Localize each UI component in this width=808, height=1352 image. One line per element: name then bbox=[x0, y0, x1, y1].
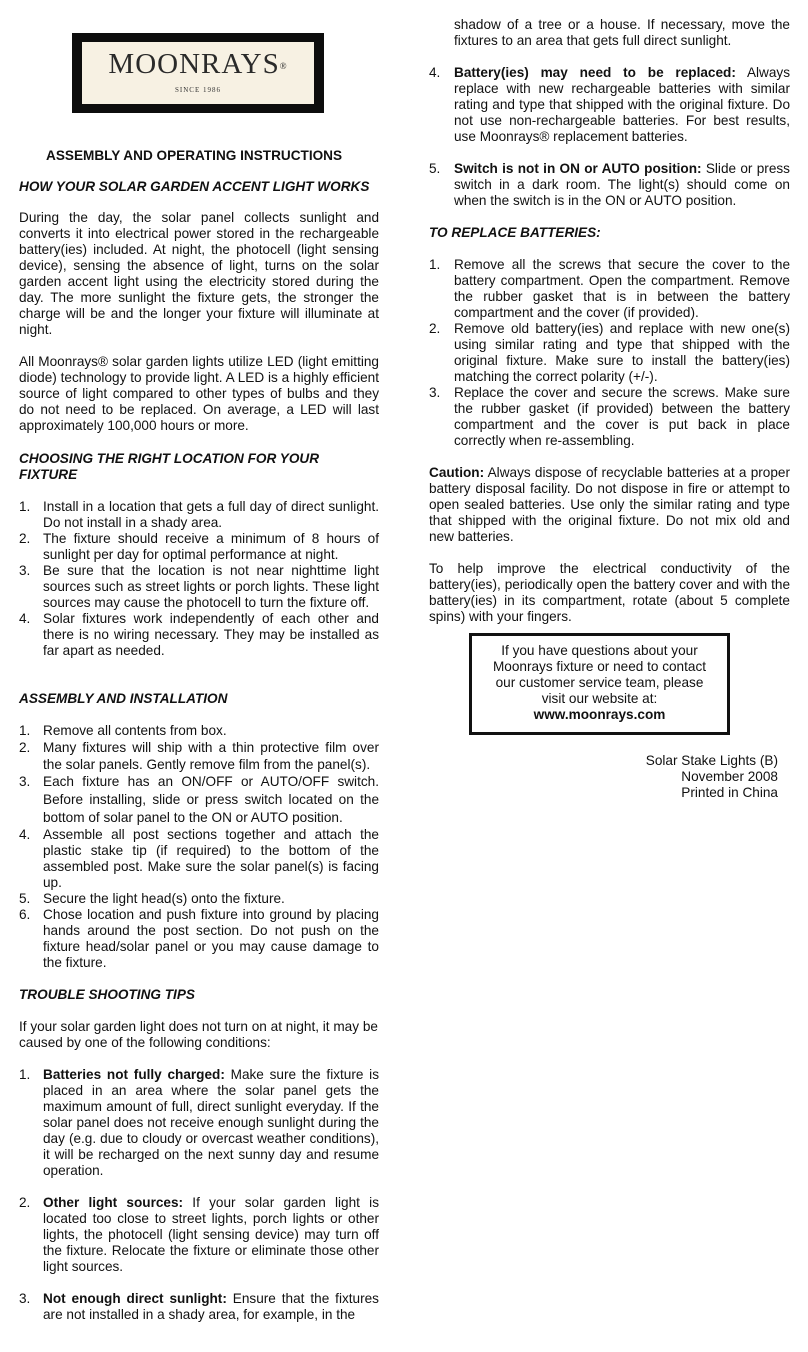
trouble-continued bbox=[429, 17, 790, 209]
logo-registered-mark: ® bbox=[279, 60, 288, 71]
list-item: 2. Other light sources: If your solar garden light is located too close to street lights, porch lights or other lights, the photocell (light sensing device) may turn off the fixture. Relocate the fixture or eliminate those other light sources. bbox=[19, 1195, 379, 1274]
list-item: 4. Assemble all post sections together and attach the plastic stake tip (if required) to the bottom of the assembled post. Make sure the solar panel(s) is facing up. bbox=[19, 827, 379, 890]
trouble-intro: If your solar garden light does not turn on at night, it may be caused by one of the following conditions: bbox=[19, 1019, 378, 1050]
replace-section bbox=[429, 225, 790, 449]
document-meta bbox=[600, 753, 778, 801]
trouble-list bbox=[19, 1067, 379, 1323]
replace-heading: TO REPLACE BATTERIES: bbox=[429, 225, 601, 240]
contact-box bbox=[469, 633, 730, 735]
caution-paragraph: Caution: Always dispose of recyclable batteries at a proper battery disposal facility. Do not dispose in fire or attempt to open sealed batteries. Use only the similar rating and type that shipped with the original fixture. Do not mix old and new batteries. bbox=[429, 465, 790, 544]
trouble-section bbox=[19, 987, 379, 1323]
conductivity-paragraph: To help improve the electrical conductivity of the battery(ies), periodically open the battery cover and with the battery(ies) in its compartment, rotate (about 5 complete spins) with your fingers. bbox=[429, 561, 790, 624]
print-date: November 2008 bbox=[681, 769, 778, 784]
list-item: 6. Chose location and push fixture into ground by placing hands around the post section. Do not push on the fixture head/solar panel or you may cause damage to the fixture. bbox=[19, 907, 379, 970]
logo-brand-text: MOONRAYS bbox=[108, 47, 280, 80]
list-item: 5. Switch is not in ON or AUTO position: Slide or press switch in a dark room. The light(s) should come on when the switch is in the ON or AUTO position. bbox=[429, 161, 790, 208]
assembly-section bbox=[19, 691, 379, 971]
location-heading: CHOOSING THE RIGHT LOCATION FOR YOUR FIXTURE bbox=[19, 451, 320, 482]
list-item: 1. Batteries not fully charged: Make sure the fixture is placed in an area where the solar panel gets the maximum amount of full, direct sunlight everyday. If the solar panel does not receive enough sunlight during the day (e.g. due to cloudy or overcast weather conditions), it will be recharged on the next sunny day and resume operation. bbox=[19, 1067, 379, 1178]
list-item: 4. Battery(ies) may need to be replaced: Always replace with new rechargeable batteries with similar rating and type that shipped with the original fixture. Do not use non-rechargeable batteries. For best results, use Moonrays® replacement batteries. bbox=[429, 65, 791, 144]
trouble-item-3-continued: shadow of a tree or a house. If necessary, move the fixtures to an area that gets full direct sunlight. bbox=[454, 17, 790, 48]
list-item: 2. Many fixtures will ship with a thin protective film over the solar panels. Gently remove film from the panel(s). bbox=[19, 740, 379, 772]
location-list bbox=[19, 499, 379, 659]
list-item: 1. Remove all the screws that secure the cover to the battery compartment. Open the compartment. Remove the rubber gasket that is in between the battery compartment and the cover (if provided). bbox=[429, 257, 790, 320]
contact-line: Moonrays fixture or need to contact bbox=[492, 659, 707, 674]
how-it-works-paragraph-1: During the day, the solar panel collects sunlight and converts it into electrical power stored in the rechargeable battery(ies) included. At night, the photocell (light sensing device), sensing the absence of light, turns on the solar garden accent light using the electricity stored during the day. The more sunlight the fixture gets, the stronger the charge will be and the longer your fixture will illuminate at night. bbox=[19, 210, 379, 337]
list-item: 2. Remove old battery(ies) and replace with new one(s) using similar rating and type that shipped with the original fixture. Make sure to install the battery(ies) matching the correct polarity (+/-). bbox=[429, 321, 790, 384]
replace-list bbox=[429, 257, 790, 449]
location-section bbox=[19, 451, 379, 659]
how-it-works-heading: HOW YOUR SOLAR GARDEN ACCENT LIGHT WORKS bbox=[19, 179, 370, 194]
list-item: 5. Secure the light head(s) onto the fixture. bbox=[19, 891, 285, 906]
trouble-heading: TROUBLE SHOOTING TIPS bbox=[19, 987, 195, 1002]
logo-plate bbox=[82, 42, 314, 104]
list-item: 3. Not enough direct sunlight: Ensure that the fixtures are not installed in a shady area, for example, in the bbox=[19, 1291, 379, 1322]
how-it-works-paragraph-2: All Moonrays® solar garden lights utilize LED (light emitting diode) technology to provide light. A LED is a highly efficient source of light compared to other types of bulbs and they do not need to be replaced. On average, a LED will last approximately 100,000 hours or more. bbox=[19, 354, 379, 433]
contact-line: visit our website at: bbox=[541, 691, 658, 706]
assembly-heading: ASSEMBLY AND INSTALLATION bbox=[19, 691, 228, 706]
trouble-list-continued bbox=[429, 65, 790, 209]
how-it-works-section bbox=[19, 179, 379, 434]
logo-since: SINCE 1986 bbox=[175, 85, 221, 94]
list-item: 3. Replace the cover and secure the screws. Make sure the rubber gasket (if provided) between the battery compartment and the cover is put back in place correctly when re-assembling. bbox=[429, 385, 790, 448]
website-link[interactable]: www.moonrays.com bbox=[533, 707, 666, 722]
list-item: 3. Each fixture has an ON/OFF or AUTO/OFF switch. Before installing, slide or press switch located on the bottom of solar panel to the ON or AUTO position. bbox=[19, 774, 379, 825]
list-item: 2. The fixture should receive a minimum of 8 hours of sunlight per day for optimal performance at night. bbox=[19, 531, 379, 562]
list-item: 1. Install in a location that gets a full day of direct sunlight. Do not install in a shady area. bbox=[19, 499, 379, 530]
list-item: 4. Solar fixtures work independently of each other and there is no wiring necessary. They may be installed as far apart as needed. bbox=[19, 611, 379, 658]
contact-line: If you have questions about your bbox=[501, 643, 698, 658]
list-item: 3. Be sure that the location is not near nighttime light sources such as street lights or porch lights. These light sources may cause the photocell to turn the fixture off. bbox=[19, 563, 379, 610]
logo-wordmark bbox=[108, 49, 287, 79]
document-title: ASSEMBLY AND OPERATING INSTRUCTIONS bbox=[46, 148, 343, 163]
brand-logo bbox=[72, 33, 324, 113]
product-name: Solar Stake Lights (B) bbox=[645, 753, 778, 768]
assembly-list bbox=[19, 723, 379, 971]
contact-line: our customer service team, please bbox=[495, 675, 704, 690]
list-item: 1. Remove all contents from box. bbox=[19, 723, 227, 738]
printed-in: Printed in China bbox=[681, 785, 778, 800]
caution-section bbox=[429, 465, 790, 625]
